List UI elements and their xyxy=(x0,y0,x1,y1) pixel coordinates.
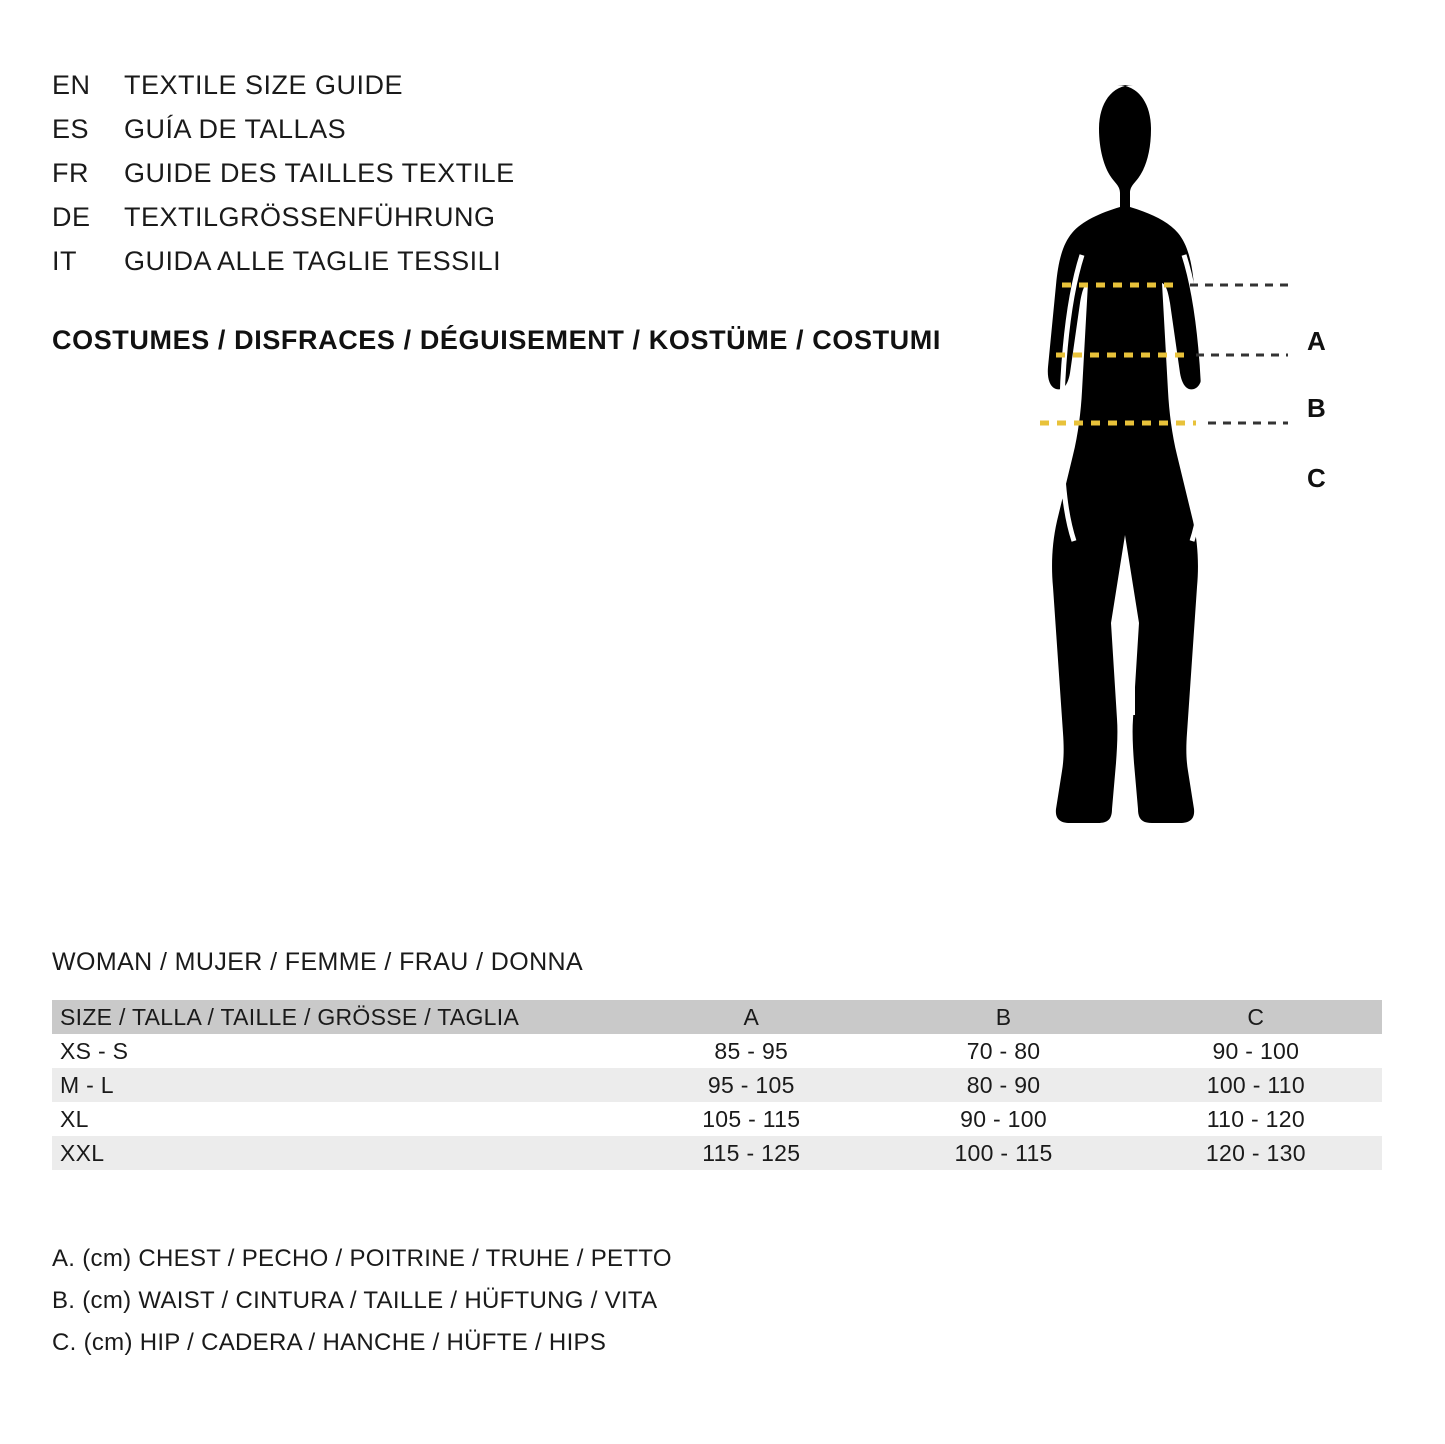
cell-c: 110 - 120 xyxy=(1206,1105,1305,1132)
cell-b: 70 - 80 xyxy=(966,1037,1041,1064)
cell-c: 120 - 130 xyxy=(1205,1139,1306,1166)
language-code-fr: FR xyxy=(52,158,89,188)
cell-a: 95 - 105 xyxy=(707,1071,795,1098)
cell-size: XXL xyxy=(60,1139,105,1166)
measure-label-c: C xyxy=(1307,463,1326,493)
language-code-en: EN xyxy=(52,70,91,100)
cell-size: M - L xyxy=(60,1071,114,1098)
cell-a: 115 - 125 xyxy=(702,1139,801,1166)
cell-b: 80 - 90 xyxy=(966,1071,1041,1098)
cell-a: 85 - 95 xyxy=(714,1037,789,1064)
table-row xyxy=(52,1034,1382,1068)
language-code-es: ES xyxy=(52,114,90,144)
language-row-de xyxy=(52,202,515,246)
cell-c: 100 - 110 xyxy=(1206,1071,1305,1098)
header-c: C xyxy=(1247,1003,1265,1030)
table-section-title: WOMAN / MUJER / FEMME / FRAU / DONNA xyxy=(52,948,584,976)
legend-note-b: B. (cm) WAIST / CINTURA / TAILLE / HÜFTUNG / VITA xyxy=(52,1287,658,1314)
figure-diagram xyxy=(1000,55,1400,905)
cell-c: 90 - 100 xyxy=(1212,1037,1300,1064)
woman-silhouette-icon xyxy=(1000,55,1400,905)
header-b: B xyxy=(995,1003,1012,1030)
cell-b: 100 - 115 xyxy=(954,1139,1053,1166)
measure-label-a: A xyxy=(1307,326,1326,356)
cell-size: XL xyxy=(60,1105,89,1132)
language-row-it xyxy=(52,246,515,290)
language-text-fr: GUIDE DES TAILLES TEXTILE xyxy=(124,158,515,188)
cell-size: XS - S xyxy=(60,1037,129,1064)
language-list xyxy=(52,70,515,290)
header-a: A xyxy=(743,1003,760,1030)
language-text-en: TEXTILE SIZE GUIDE xyxy=(124,70,404,100)
table-row xyxy=(52,1102,1382,1136)
size-table-body xyxy=(52,1034,1382,1170)
table-row xyxy=(52,1068,1382,1102)
table-row xyxy=(52,1136,1382,1170)
size-table xyxy=(52,1000,1382,1170)
header-size: SIZE / TALLA / TAILLE / GRÖSSE / TAGLIA xyxy=(60,1003,520,1030)
language-row-en xyxy=(52,70,515,114)
table-header-row xyxy=(52,1000,1382,1034)
measure-label-b: B xyxy=(1307,393,1326,423)
language-row-es xyxy=(52,114,515,158)
language-text-es: GUÍA DE TALLAS xyxy=(124,114,347,144)
language-code-de: DE xyxy=(52,202,91,232)
cell-a: 105 - 115 xyxy=(702,1105,801,1132)
language-text-it: GUIDA ALLE TAGLIE TESSILI xyxy=(124,246,502,276)
cell-b: 90 - 100 xyxy=(960,1105,1047,1132)
costumes-heading: COSTUMES / DISFRACES / DÉGUISEMENT / KOSTÜME / COSTUMI xyxy=(52,325,941,355)
size-table-head xyxy=(52,1000,1382,1034)
language-row-fr xyxy=(52,158,515,202)
legend-note-c: C. (cm) HIP / CADERA / HANCHE / HÜFTE / HIPS xyxy=(52,1329,607,1356)
language-code-it: IT xyxy=(52,246,77,276)
legend-note-a: A. (cm) CHEST / PECHO / POITRINE / TRUHE / PETTO xyxy=(52,1245,672,1272)
measurement-legend xyxy=(52,1245,672,1371)
language-text-de: TEXTILGRÖSSENFÜHRUNG xyxy=(124,202,496,232)
